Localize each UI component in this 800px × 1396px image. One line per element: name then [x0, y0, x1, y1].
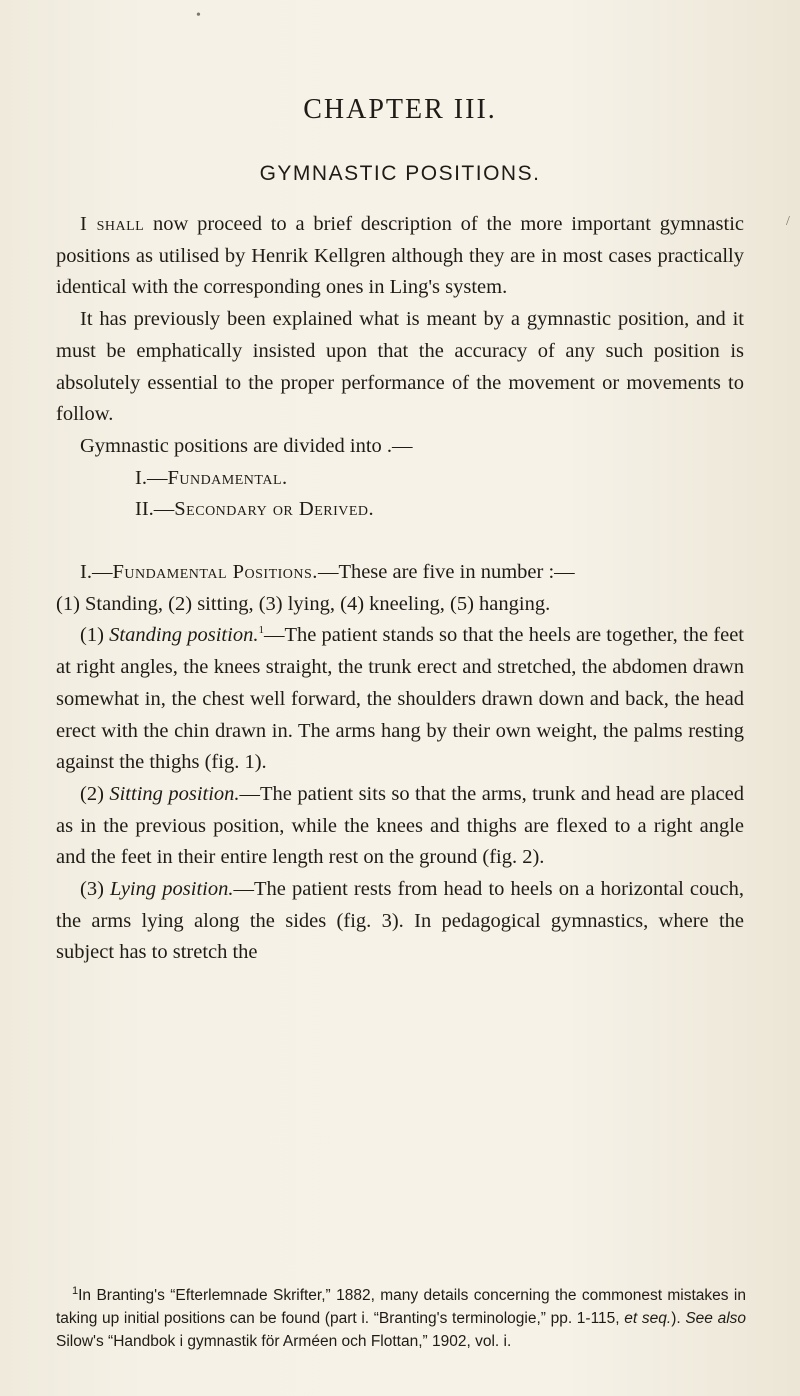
standing-paragraph: (1) Standing position.$^1$—The patient stands so that the heels are together, the feet at right angles, the knees straight, the trunk erect and stretched, the abdomen drawn somewhat in, the chest well forward, the shoulders drawn down and back, the head erect with the chin drawn in. The arms hang by their own weight, the palms resting against the thighs (fig. 1).	[56, 624, 744, 774]
margin-dot: •	[196, 8, 201, 23]
chapter-title: GYMNASTIC POSITIONS.	[259, 162, 541, 185]
intro-p1: now proceed to a brief description of the more important gymnastic positions as utilised by Henrik Kellgren although they are in most cases practically identical with the corresponding ones in Ling's system.	[56, 213, 744, 299]
chapter-heading: CHAPTER III.	[303, 94, 497, 125]
intro-paragraph	[56, 209, 744, 304]
lying-title: Lying position.	[110, 878, 234, 901]
lead-word: I shall	[80, 213, 145, 235]
footnote-ref: 1	[258, 624, 264, 637]
division-2: II.—Secondary or Derived.	[135, 498, 375, 521]
intro-p3: Gymnastic positions are divided into .—	[80, 434, 413, 457]
sitting-paragraph: (2) Sitting position.—The patient sits so that the arms, trunk and head are placed as in the previous position, while the knees and thighs are flexed to a right angle and the feet in their entire length rest on the ground (fig. 2).	[56, 782, 744, 869]
standing-title: Standing position.	[109, 624, 259, 647]
sitting-title: Sitting position.	[109, 782, 240, 805]
fundamental-list: (1) Standing, (2) sitting, (3) lying, (4) kneeling, (5) hanging.	[56, 592, 551, 615]
footnotes	[56, 1284, 746, 1353]
division-1: I.—Fundamental.	[135, 466, 288, 489]
intro-p2: It has previously been explained what is meant by a gymnastic position, and it must be emphatically insisted upon that the accuracy of any such position is absolutely essential to the proper performance of the movement or movements to follow.	[56, 308, 744, 426]
margin-slash: /	[786, 214, 790, 229]
body-text	[56, 209, 744, 969]
fundamental-heading: I.—Fundamental Positions.—These are five in number :—	[80, 561, 575, 584]
spacer	[56, 526, 744, 557]
lying-paragraph: (3) Lying position.—The patient rests from head to heels on a horizontal couch, the arms lying along the sides (fig. 3). In pedagogical gymnastics, where the subject has to stretch the	[56, 878, 744, 964]
footnote-1: $^1$In Branting's “Efterlemnade Skrifter,” 1882, many details concerning the commonest mistakes in taking up initial positions can be found (part i. “Branting's terminologie,” pp. 1-115, et seq.). See also Silow's “Handbok i gymnastik för Arméen och Flottan,” 1902, vol. i.	[56, 1284, 747, 1350]
